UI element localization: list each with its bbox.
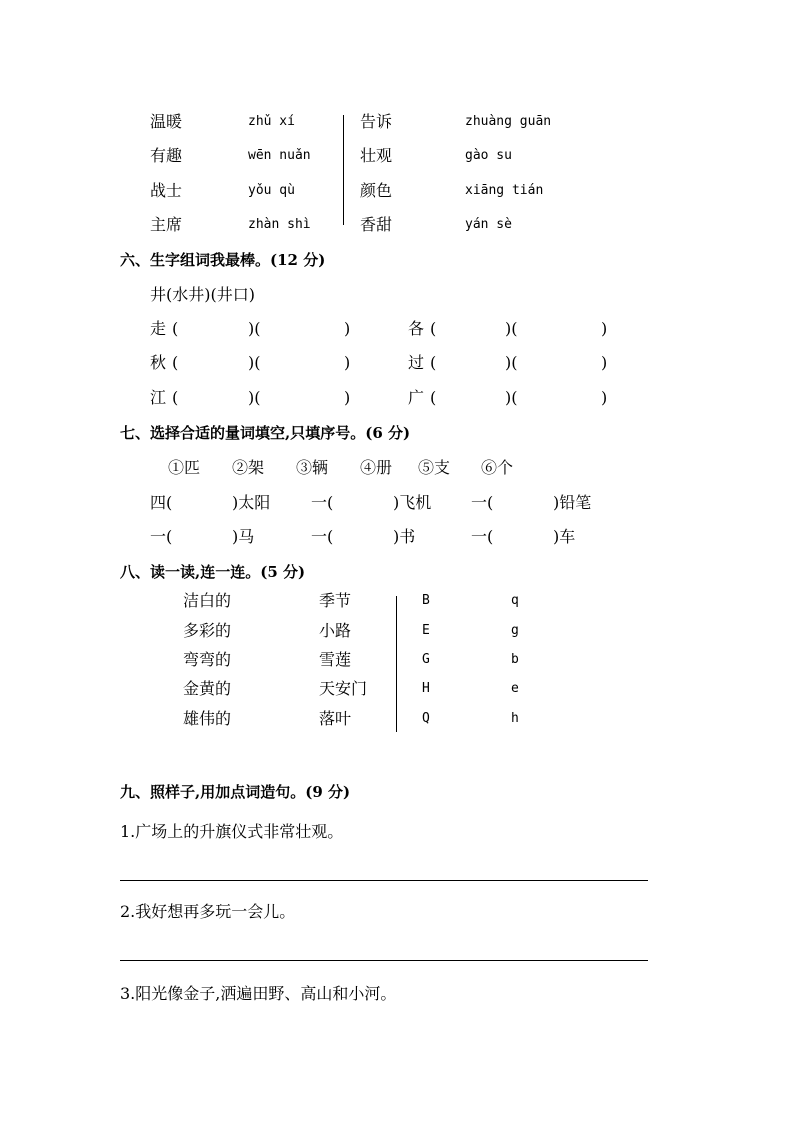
char: 走 [150, 319, 167, 338]
lowercase-letter: g [511, 623, 519, 638]
paren-close: ) [601, 353, 608, 372]
blank-post: )书 [393, 527, 416, 546]
blank-pre: 一( [150, 527, 173, 546]
char: 广 [408, 388, 425, 407]
pinyin: wēn nuǎn [248, 148, 311, 163]
divider-line [343, 115, 344, 225]
char: 秋 [150, 353, 167, 372]
paren-open: ( [172, 388, 179, 407]
noun: 季节 [319, 591, 352, 610]
blank-pre: 一( [471, 527, 494, 546]
paren-open: ( [172, 353, 179, 372]
section-heading: 七、选择合适的量词填空,只填序号。(6 分) [120, 424, 411, 442]
blank-pre: 一( [471, 493, 494, 512]
pinyin: gào su [465, 148, 512, 163]
paren-open: ( [172, 319, 179, 338]
paren-mid: )( [505, 353, 518, 372]
option: ③辆 [296, 458, 329, 477]
paren-open: ( [430, 388, 437, 407]
blank-post: )马 [232, 527, 255, 546]
pinyin: zhuàng guān [465, 114, 552, 129]
pinyin: yán sè [465, 217, 512, 232]
paren-open: ( [430, 319, 437, 338]
lowercase-letter: h [511, 711, 519, 726]
word: 温暖 [150, 112, 183, 131]
paren-mid: )( [505, 388, 518, 407]
char: 过 [408, 353, 425, 372]
paren-close: ) [344, 388, 351, 407]
uppercase-letter: G [422, 652, 430, 667]
option: ①匹 [168, 458, 201, 477]
option: ⑥个 [481, 458, 514, 477]
char: 各 [408, 319, 425, 338]
paren-mid: )( [248, 388, 261, 407]
example-text: 井(水井)(井口) [150, 285, 255, 304]
uppercase-letter: B [422, 593, 430, 608]
adjective: 金黄的 [183, 679, 232, 698]
blank-post: )太阳 [232, 493, 271, 512]
word: 香甜 [360, 215, 393, 234]
paren-mid: )( [248, 319, 261, 338]
lowercase-letter: q [511, 593, 519, 608]
option: ⑤支 [418, 458, 451, 477]
section-heading: 九、照样子,用加点词造句。(9 分) [120, 783, 351, 801]
blank-post: )飞机 [393, 493, 432, 512]
paren-close: ) [344, 319, 351, 338]
pinyin: xiāng tián [465, 183, 544, 198]
adjective: 弯弯的 [183, 650, 232, 669]
sentence-example: 2.我好想再多玩一会儿。 [120, 902, 296, 921]
blank-pre: 一( [311, 527, 334, 546]
answer-line [120, 960, 648, 961]
pinyin: zhàn shì [248, 217, 311, 232]
answer-line [120, 880, 648, 881]
paren-close: ) [344, 353, 351, 372]
adjective: 多彩的 [183, 621, 232, 640]
paren-close: ) [601, 319, 608, 338]
noun: 雪莲 [319, 650, 352, 669]
paren-open: ( [430, 353, 437, 372]
uppercase-letter: H [422, 681, 430, 696]
section-heading: 六、生字组词我最棒。(12 分) [120, 251, 326, 269]
blank-post: )车 [553, 527, 576, 546]
lowercase-letter: e [511, 681, 519, 696]
sentence-example: 3.阳光像金子,洒遍田野、高山和小河。 [120, 984, 397, 1003]
paren-mid: )( [505, 319, 518, 338]
word: 有趣 [150, 146, 183, 165]
word: 告诉 [360, 112, 393, 131]
word: 战士 [150, 181, 183, 200]
word: 主席 [150, 215, 183, 234]
option: ④册 [360, 458, 393, 477]
pinyin: yǒu qù [248, 183, 295, 198]
sentence-example: 1.广场上的升旗仪式非常壮观。 [120, 822, 344, 841]
paren-close: ) [601, 388, 608, 407]
uppercase-letter: Q [422, 711, 430, 726]
noun: 小路 [319, 621, 352, 640]
divider-line [396, 596, 397, 732]
adjective: 雄伟的 [183, 709, 232, 728]
word: 壮观 [360, 146, 393, 165]
word: 颜色 [360, 181, 393, 200]
blank-pre: 四( [150, 493, 173, 512]
paren-mid: )( [248, 353, 261, 372]
section-heading: 八、读一读,连一连。(5 分) [120, 563, 306, 581]
adjective: 洁白的 [183, 591, 232, 610]
noun: 落叶 [319, 709, 352, 728]
blank-post: )铅笔 [553, 493, 592, 512]
char: 江 [150, 388, 167, 407]
pinyin: zhǔ xí [248, 114, 295, 129]
noun: 天安门 [319, 679, 368, 698]
blank-pre: 一( [311, 493, 334, 512]
lowercase-letter: b [511, 652, 519, 667]
option: ②架 [232, 458, 265, 477]
uppercase-letter: E [422, 623, 430, 638]
